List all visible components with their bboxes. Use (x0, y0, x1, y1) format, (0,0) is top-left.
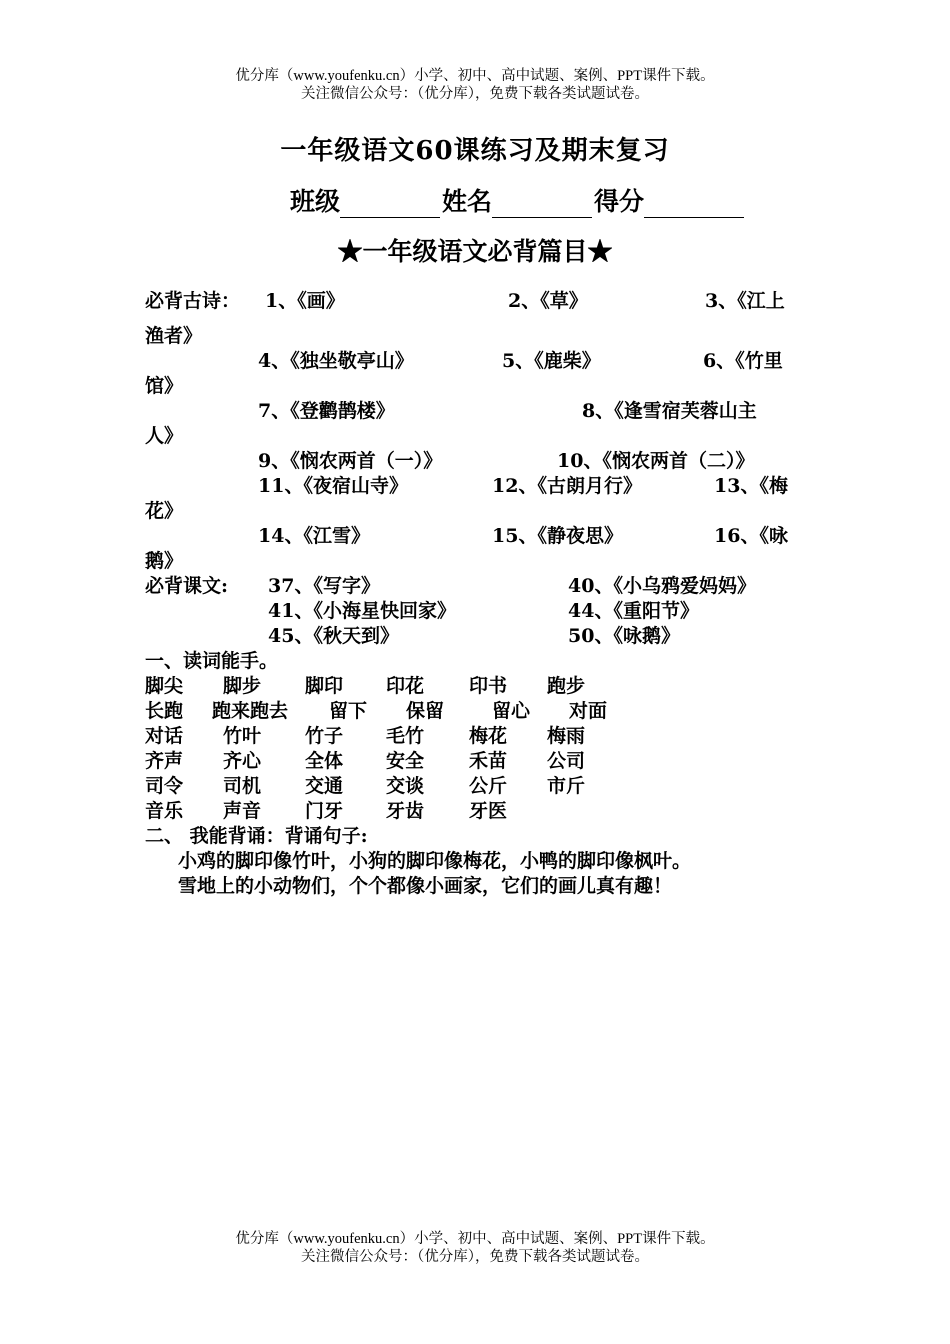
poem-item-cont: 馆》 (145, 375, 184, 397)
word: 牙齿 (386, 800, 425, 822)
poem-item: 2、《草》 (508, 290, 588, 312)
footer-line-2: 关注微信公众号：（优分库），免费下载各类试题试卷。 (301, 1249, 649, 1265)
poem-item-cont: 花》 (145, 500, 184, 522)
class-blank[interactable] (340, 191, 440, 218)
text-item: 45、《秋天到》 (268, 625, 399, 647)
texts-label: 必背课文: (145, 575, 229, 597)
poem-item: 7、《登鹳鹊楼》 (258, 400, 395, 422)
word: 脚步 (223, 675, 262, 697)
poem-item: 5、《鹿柴》 (502, 350, 601, 372)
page-footer (0, 1230, 950, 1266)
word: 公斤 (469, 775, 508, 797)
text-item: 37、《写字》 (268, 575, 380, 597)
poem-item: 16、《咏 (714, 525, 788, 547)
word: 全体 (305, 750, 344, 772)
word: 对话 (145, 725, 184, 747)
footer-line-1: 优分库（www.youfenku.cn）小学、初中、高中试题、案例、PPT课件下载。 (235, 1231, 715, 1247)
poem-item-cont: 鹅》 (145, 550, 184, 572)
student-info (290, 182, 746, 218)
word: 司令 (145, 775, 184, 797)
word: 脚印 (305, 675, 344, 697)
word: 对面 (569, 700, 608, 722)
section2-title: 二、 我能背诵：背诵句子: (145, 825, 368, 847)
word: 交通 (305, 775, 344, 797)
text-item: 40、《小乌鸦爱妈妈》 (568, 575, 756, 597)
score-label: 得分 (594, 187, 645, 216)
text-item: 41、《小海星快回家》 (268, 600, 456, 622)
word: 长跑 (145, 700, 184, 722)
poem-item: 1、《画》 (265, 290, 345, 312)
word: 音乐 (145, 800, 184, 822)
poems-label: 必背古诗： (145, 290, 241, 312)
word: 司机 (223, 775, 262, 797)
recite-sentence-2: 雪地上的小动物们，个个都像小画家，它们的画儿真有趣！ (178, 875, 673, 897)
word: 交谈 (386, 775, 425, 797)
word: 竹叶 (223, 725, 262, 747)
header-line-2: 关注微信公众号：（优分库），免费下载各类试题试卷。 (301, 86, 649, 102)
word: 毛竹 (386, 725, 425, 747)
name-blank[interactable] (492, 191, 592, 218)
poem-item: 10、《悯农两首（二）》 (557, 450, 755, 472)
word: 印书 (469, 675, 508, 697)
word: 保留 (406, 700, 445, 722)
word: 脚尖 (145, 675, 184, 697)
word: 声音 (223, 800, 262, 822)
poem-item: 4、《独坐敬亭山》 (258, 350, 414, 372)
page-title: 一年级语文60课练习及期末复习 (280, 136, 670, 166)
section-subtitle: ★一年级语文必背篇目★ (337, 237, 613, 266)
text-item: 44、《重阳节》 (568, 600, 699, 622)
header-line-1: 优分库（www.youfenku.cn）小学、初中、高中试题、案例、PPT课件下载。 (235, 68, 715, 84)
word: 留心 (492, 700, 531, 722)
word: 留下 (329, 700, 368, 722)
poem-item: 9、《悯农两首（一）》 (258, 450, 443, 472)
word: 牙医 (469, 800, 508, 822)
word: 齐心 (223, 750, 262, 772)
text-item: 50、《咏鹅》 (568, 625, 680, 647)
name-label: 姓名 (442, 187, 493, 216)
poem-item: 8、《逢雪宿芙蓉山主 (582, 400, 757, 422)
recite-sentence-1: 小鸡的脚印像竹叶，小狗的脚印像梅花，小鸭的脚印像枫叶。 (178, 850, 692, 872)
class-label: 班级 (290, 187, 341, 216)
word: 印花 (386, 675, 425, 697)
word: 梅雨 (547, 725, 586, 747)
poem-item: 12、《古朗月行》 (492, 475, 642, 497)
poem-item: 11、《夜宿山寺》 (258, 475, 408, 497)
poem-item-cont: 渔者》 (145, 325, 203, 347)
word: 竹子 (305, 725, 344, 747)
word: 安全 (386, 750, 425, 772)
word: 禾苗 (469, 750, 508, 772)
word: 门牙 (305, 800, 344, 822)
word: 跑来跑去 (212, 700, 289, 722)
word: 公司 (547, 750, 586, 772)
section1-title: 一、读词能手。 (145, 650, 279, 672)
score-blank[interactable] (644, 191, 744, 218)
page-header (0, 67, 950, 103)
word: 齐声 (145, 750, 184, 772)
poem-item: 14、《江雪》 (258, 525, 370, 547)
poem-item: 6、《竹里 (703, 350, 783, 372)
poem-item: 3、《江上 (705, 290, 785, 312)
word: 市斤 (547, 775, 586, 797)
poem-item-cont: 人》 (145, 425, 184, 447)
poem-item: 13、《梅 (714, 475, 788, 497)
word: 跑步 (547, 675, 586, 697)
poem-item: 15、《静夜思》 (492, 525, 623, 547)
word: 梅花 (469, 725, 508, 747)
